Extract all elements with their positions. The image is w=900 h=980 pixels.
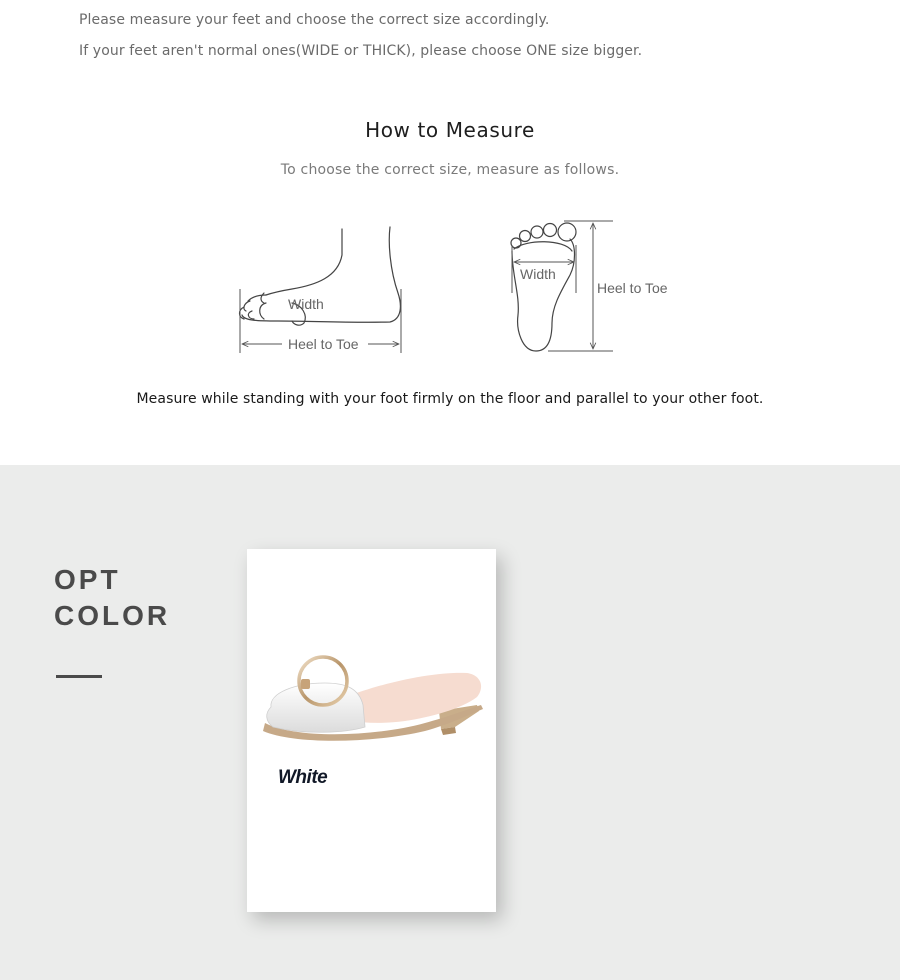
color-options-section: [0, 465, 900, 980]
option-heading-line-2: COLOR: [54, 600, 171, 631]
heading-divider: [56, 675, 102, 678]
size-note-2: If your feet aren't normal ones(WIDE or THICK), please choose ONE size bigger.: [79, 43, 643, 59]
color-option-card-white[interactable]: [247, 549, 496, 912]
color-option-label: White: [278, 767, 328, 788]
option-heading-line-1: OPT: [54, 564, 121, 595]
size-note-1: Please measure your feet and choose the correct size accordingly.: [79, 12, 550, 28]
side-length-label: Heel to Toe: [288, 336, 359, 352]
top-length-label: Heel to Toe: [597, 280, 668, 296]
how-to-measure-title: How to Measure: [365, 118, 535, 142]
top-foot-illustration: [511, 223, 576, 351]
foot-measure-diagram: [230, 215, 690, 360]
option-color-heading: [54, 562, 170, 634]
top-width-label: Width: [520, 266, 556, 282]
side-width-label: Width: [288, 296, 324, 312]
measure-instruction: Measure while standing with your foot firmly on the floor and parallel to your other foot.: [136, 391, 764, 407]
how-to-measure-subtitle: To choose the correct size, measure as follows.: [280, 162, 620, 178]
white-sandal-photo: [255, 649, 487, 754]
size-guide-section: [0, 0, 900, 465]
